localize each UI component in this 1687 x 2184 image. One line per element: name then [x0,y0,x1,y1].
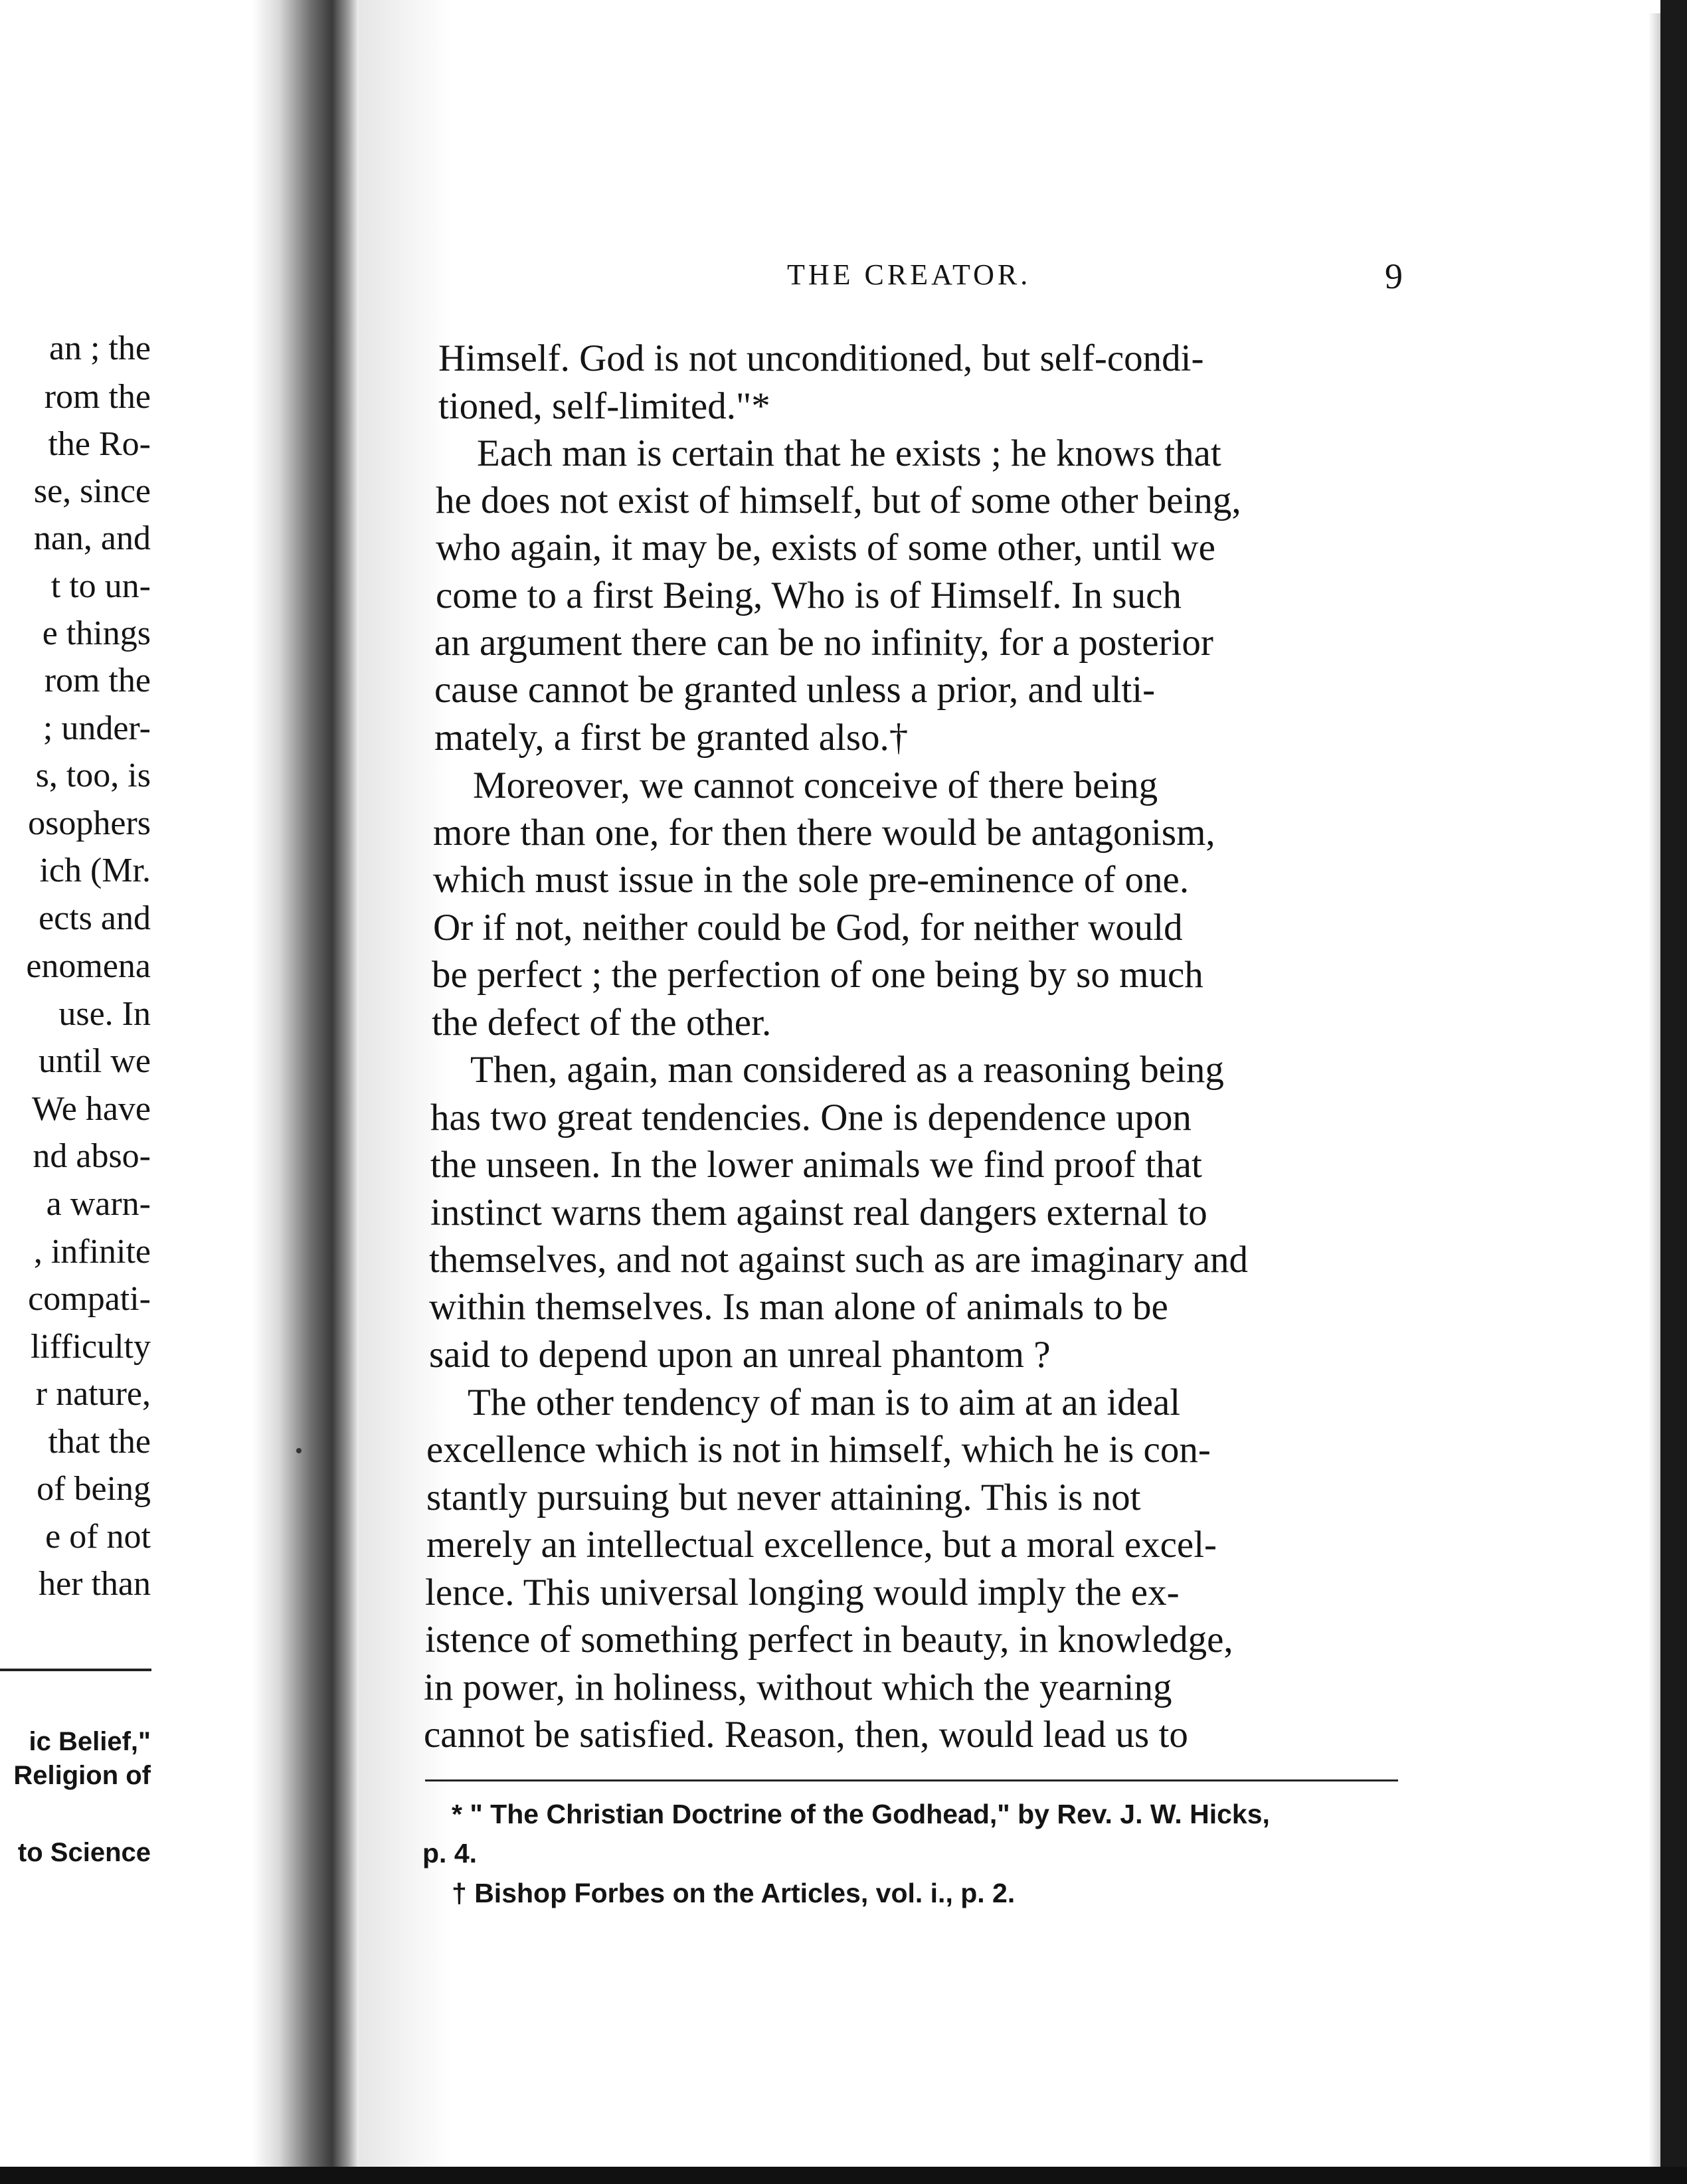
body-line: an argument there can be no infinity, for a posterior [434,622,1213,664]
scan-border-bottom [0,2167,1687,2184]
body-line: mately, a first be granted also.† [434,717,909,759]
body-line: merely an intellectual excellence, but a moral excel- [426,1524,1217,1566]
left-footnote-rule [0,1669,151,1671]
body-line: The other tendency of man is to aim at an ideal [468,1382,1181,1423]
left-page-fragment [0,0,262,2172]
body-line: Moreover, we cannot conceive of there being [473,765,1158,806]
body-line: he does not exist of himself, but of some other being, [436,480,1241,521]
left-page-footnote-line: Religion of [13,1761,151,1790]
running-head: THE CREATOR. [787,258,1031,291]
body-line: be perfect ; the perfection of one being by so much [432,954,1203,996]
left-page-line: her than [39,1565,151,1603]
left-page-line: ects and [39,899,151,937]
left-page-footnote-line: to Science [17,1838,151,1867]
left-page-line: rom the [44,378,151,416]
body-line: Himself. God is not unconditioned, but self-condi- [438,337,1204,379]
body-line: the unseen. In the lower animals we find proof that [430,1144,1202,1186]
left-page-line: e of not [45,1518,151,1556]
footnote-line: p. 4. [422,1838,478,1868]
left-page-line: rom the [44,662,151,699]
footnote-line: † Bishop Forbes on the Articles, vol. i., p. 2. [452,1878,1016,1908]
left-page-line: ich (Mr. [39,852,151,889]
body-line: within themselves. Is man alone of animals to be [429,1286,1168,1328]
body-line: cause cannot be granted unless a prior, and ulti- [434,669,1156,711]
page-number: 9 [1385,256,1403,296]
left-page-line: osophers [28,804,151,842]
scan-speck [296,1448,302,1453]
body-line: Then, again, man considered as a reasoning being [470,1049,1224,1091]
body-line: more than one, for then there would be antagonism, [433,812,1215,854]
body-line: istence of something perfect in beauty, in knowledge, [425,1619,1233,1661]
body-line: Or if not, neither could be God, for neither would [433,907,1183,949]
body-line: stantly pursuing but never attaining. This is not [426,1477,1141,1518]
body-line: which must issue in the sole pre-eminence of one. [433,859,1190,901]
left-page-line: compati- [28,1280,151,1318]
body-line: has two great tendencies. One is dependence upon [430,1097,1192,1138]
body-line: the defect of the other. [432,1002,772,1044]
body-line: cannot be satisfied. Reason, then, would lead us to [424,1714,1188,1756]
left-page-line: use. In [58,995,151,1033]
left-page-line: the Ro- [48,425,151,463]
left-page-line: an ; the [48,329,151,367]
body-line: instinct warns them against real dangers external to [430,1192,1207,1233]
left-page-line: lifficulty [30,1328,151,1366]
body-line: who again, it may be, exists of some other, until we [436,527,1215,569]
footnote-rule [425,1779,1398,1781]
book-gutter-shadow [252,0,359,2172]
footnote-line: * " The Christian Doctrine of the Godhead," by Rev. J. W. Hicks, [452,1799,1270,1829]
left-page-footnote-line: ic Belief," [29,1727,151,1756]
body-line: Each man is certain that he exists ; he knows that [477,432,1221,474]
left-page-line: a warn- [46,1185,151,1223]
left-page-line: , infinite [33,1233,151,1271]
left-page-line: se, since [33,472,151,510]
left-page-line: until we [39,1042,151,1080]
body-line: said to depend upon an unreal phantom ? [429,1334,1051,1376]
left-page-line: s, too, is [35,757,151,794]
left-page-line: that the [48,1423,151,1461]
left-page-line: ; under- [43,709,151,747]
body-line: in power, in holiness, without which the yearning [424,1667,1172,1708]
left-page-line: t to un- [50,567,151,605]
body-line: come to a first Being, Who is of Himself. In such [436,575,1182,616]
body-line: themselves, and not against such as are imaginary and [429,1239,1249,1281]
body-line: excellence which is not in himself, which he is con- [426,1429,1211,1471]
left-page-line: of being [37,1470,151,1508]
left-page-line: e things [42,614,151,652]
left-page-line: nd abso- [33,1137,151,1175]
left-page-line: enomena [26,947,151,985]
left-page-line: r nature, [35,1375,151,1413]
left-page-line: We have [31,1090,151,1128]
body-line: tioned, self-limited."* [438,385,770,427]
left-page-line: nan, and [33,519,151,557]
body-line: lence. This universal longing would imply the ex- [425,1572,1180,1613]
page-edge-highlight [1648,13,1660,2172]
scan-border-right [1660,0,1687,2184]
